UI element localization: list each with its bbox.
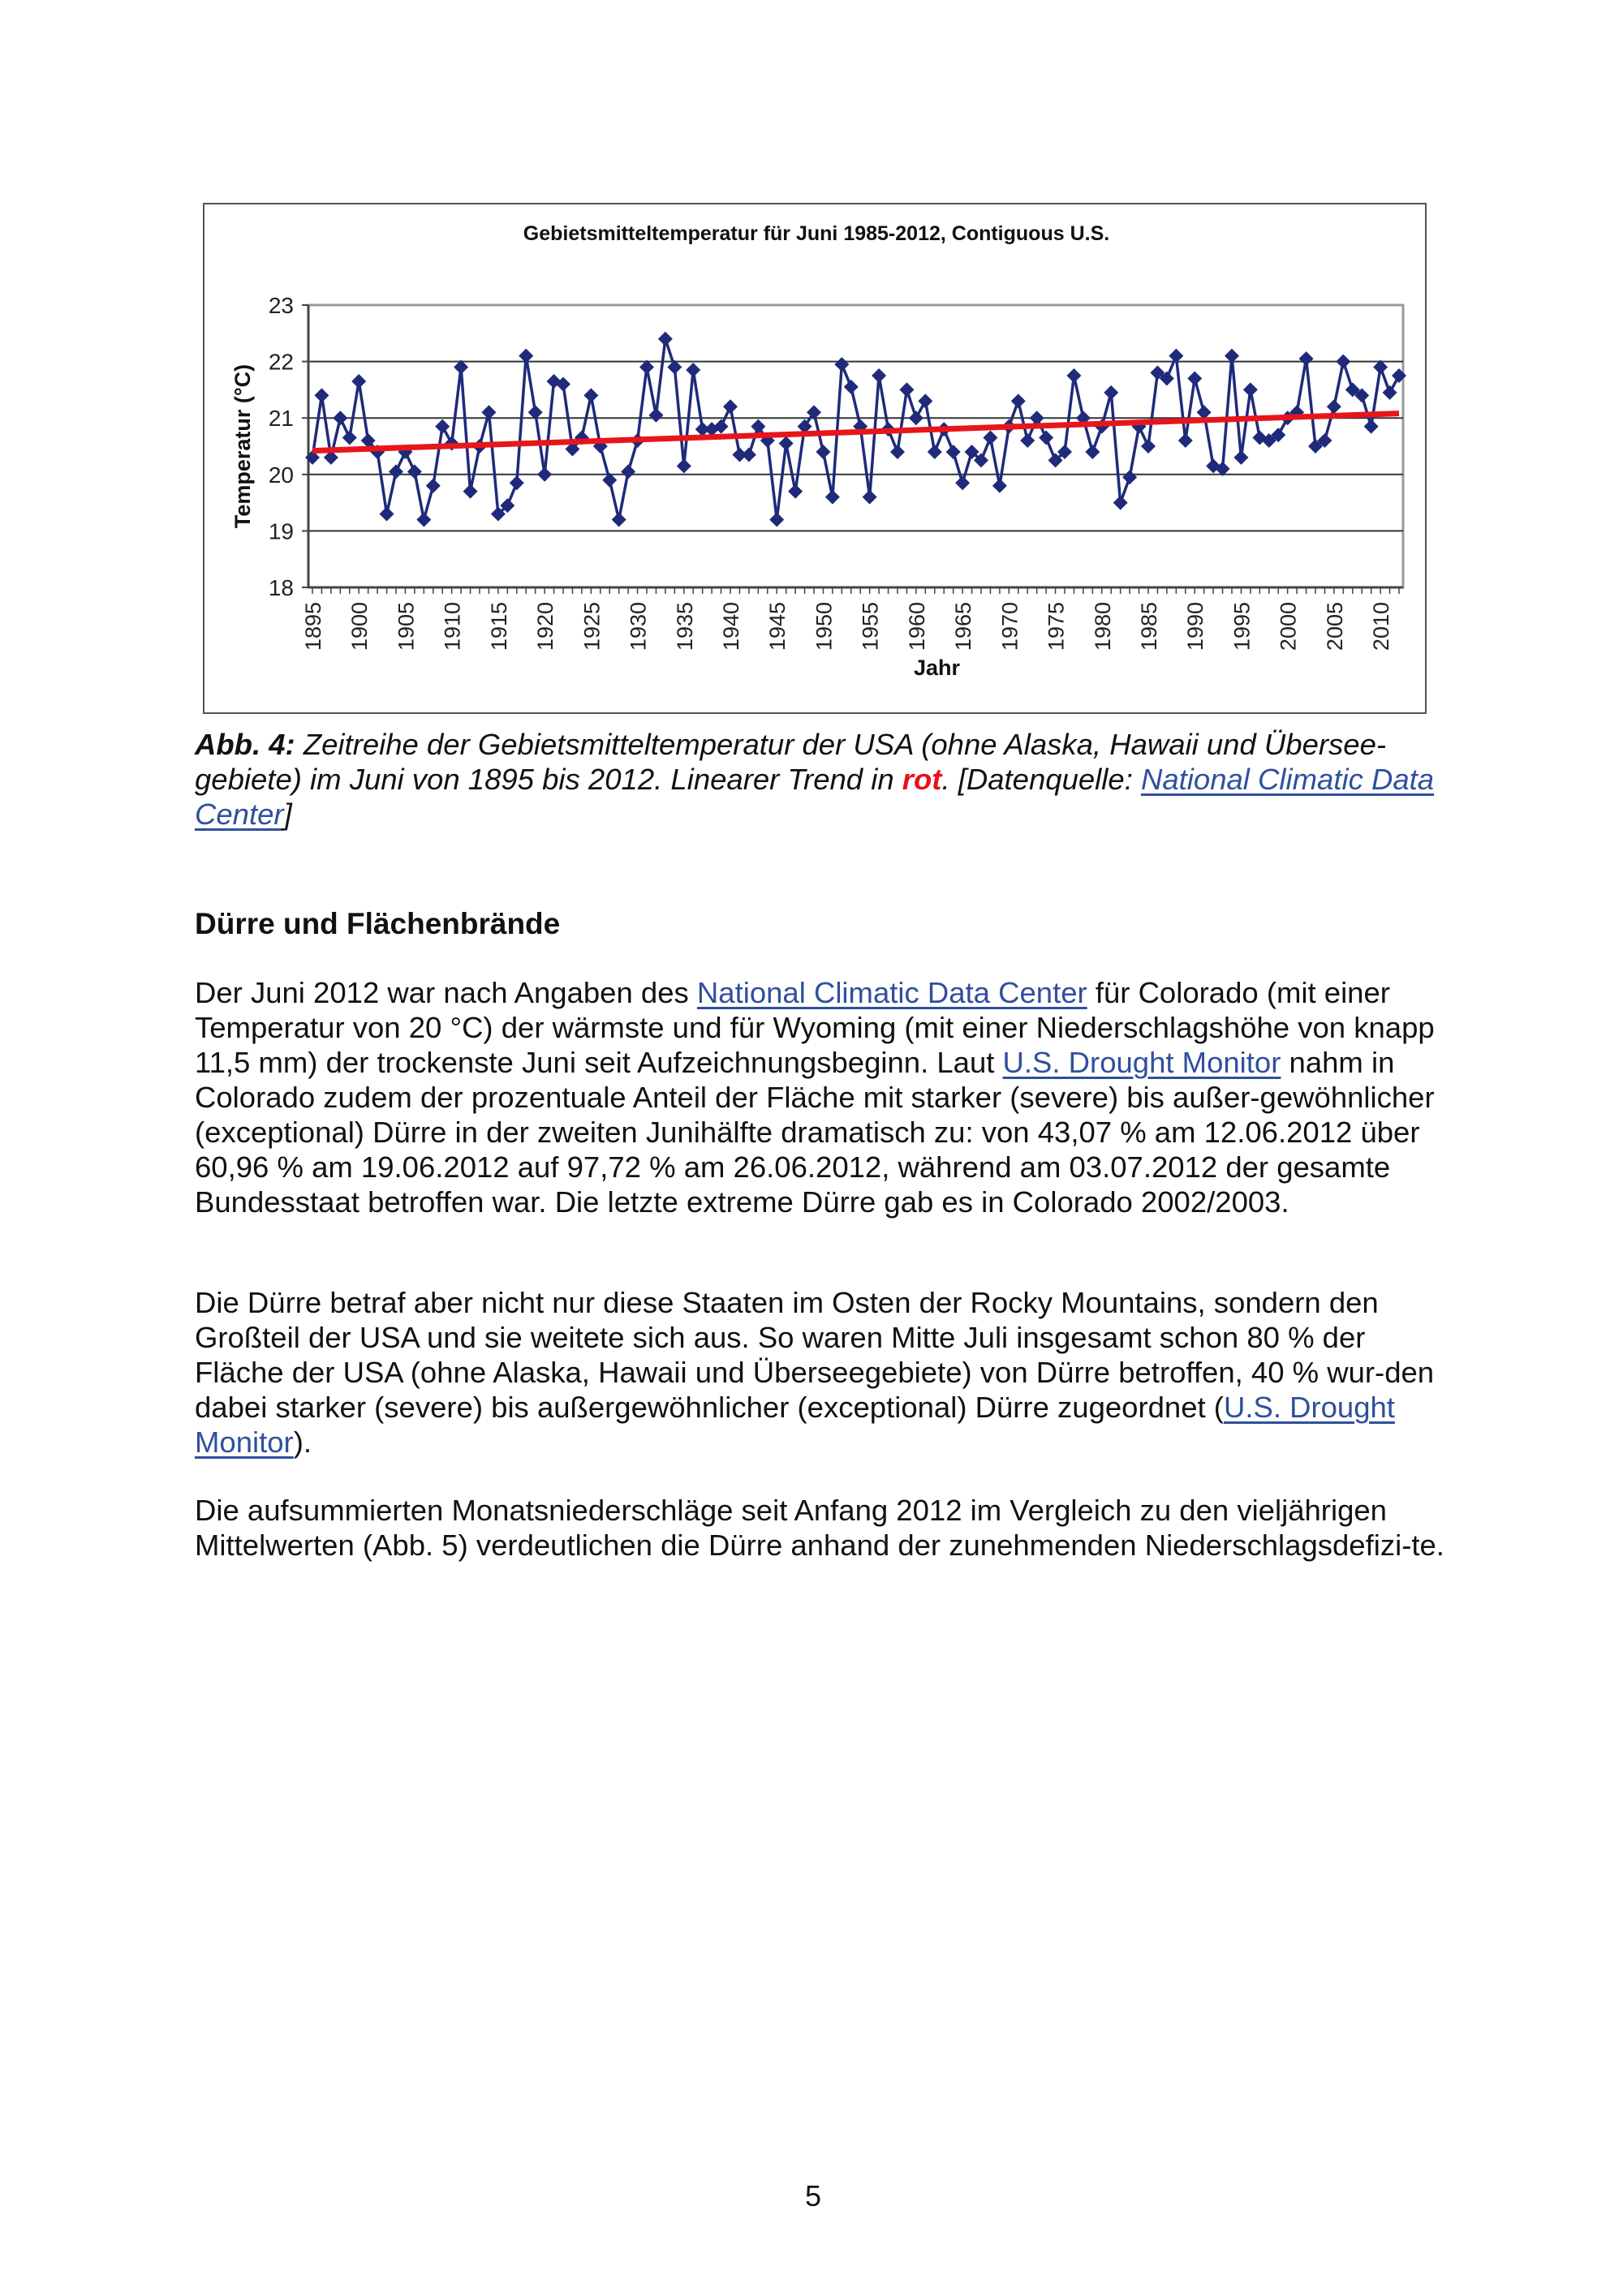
- y-tick-label: 22: [268, 349, 294, 375]
- x-tick-label: 1955: [858, 602, 883, 651]
- x-tick-label: 1900: [347, 602, 372, 651]
- y-axis-label: Temperatur (°C): [230, 363, 255, 529]
- x-tick-label: 1970: [997, 602, 1022, 651]
- x-tick-label: 1915: [486, 602, 511, 651]
- caption-red-word: rot: [902, 763, 942, 796]
- temperature-line-chart: [204, 204, 1428, 716]
- x-tick-label: 1945: [765, 602, 790, 651]
- x-tick-label: 2005: [1322, 602, 1347, 651]
- link-ncdc-caption[interactable]: National Climatic Data Center: [195, 763, 1435, 831]
- paragraph-text: ).: [293, 1425, 312, 1459]
- x-tick-label: 1940: [719, 602, 743, 651]
- page-number: 5: [805, 2179, 822, 2212]
- x-tick-label: 1975: [1044, 602, 1069, 651]
- chart-title: Gebietsmitteltemperatur für Juni 1985-2012, Contiguous U.S.: [523, 222, 1110, 245]
- y-tick-label: 20: [268, 462, 294, 488]
- x-tick-label: 1925: [579, 602, 605, 651]
- paragraph-text: Die aufsummierten Monatsniederschläge seit Anfang 2012 im Vergleich zu den vieljährigen Mittelwerten (Abb. 5) verdeutlichen die Dürre anhand der zunehmenden Niederschlagsdefizi-te.: [195, 1494, 1444, 1562]
- y-tick-label: 21: [268, 406, 294, 432]
- y-tick-label: 19: [268, 518, 294, 544]
- x-tick-label: 1905: [394, 602, 419, 651]
- paragraph-2: [195, 1285, 1444, 1460]
- link-drought-monitor[interactable]: U.S. Drought Monitor: [1002, 1046, 1281, 1079]
- x-tick-label: 1980: [1090, 602, 1115, 651]
- x-tick-label: 1965: [951, 602, 976, 651]
- x-tick-label: 2000: [1276, 602, 1301, 651]
- paragraph-text: Der Juni 2012 war nach Angaben des: [195, 976, 697, 1009]
- y-tick-label: 23: [268, 293, 294, 318]
- caption-label: Abb. 4:: [195, 728, 295, 761]
- figure-chart: [203, 203, 1427, 714]
- figure-caption: [195, 727, 1436, 832]
- x-tick-label: 1895: [301, 602, 325, 651]
- x-tick-label: 1990: [1183, 602, 1208, 651]
- x-tick-label: 1910: [440, 602, 465, 651]
- paragraph-text: nahm in Colorado zudem der prozentuale Anteil der Fläche mit starker (severe) bis außer-gewöhnlicher (exceptional) Dürre in der zweiten Junihälfte dramatisch zu: von 43,07 % am 12.06.2012 über 60,96 % am 19.06.2012 auf 97,72 % am 26.06.2012, während am 03.07.2012 der gesamte Bundesstaat betroffen war. Die letzte extreme Dürre gab es in Colorado 2002/2003.: [195, 1046, 1435, 1219]
- x-tick-label: 1985: [1137, 602, 1161, 651]
- x-tick-label: 2010: [1369, 602, 1394, 651]
- paragraph-text: Die Dürre betraf aber nicht nur diese Staaten im Osten der Rocky Mountains, sondern den Großteil der USA und sie weitete sich aus. So waren Mitte Juli insgesamt schon 80 % der Fläche der USA (ohne Alaska, Hawaii und Überseegebiete) von Dürre betroffen, 40 % wur-den dabei starker (severe) bis außergewöhnlicher (exceptional) Dürre zugeordnet (: [195, 1286, 1435, 1424]
- paragraph-1: [195, 975, 1444, 1219]
- x-tick-label: 1935: [672, 602, 697, 651]
- link-drought-monitor-2[interactable]: U.S. Drought Monitor: [195, 1391, 1395, 1459]
- x-tick-label: 1920: [533, 602, 558, 651]
- caption-text: Zeitreihe der Gebietsmitteltemperatur der USA (ohne Alaska, Hawaii und Übersee-gebiete) im Juni von 1895 bis 2012. Linearer Trend in: [195, 728, 1387, 796]
- y-tick-label: 18: [268, 575, 294, 600]
- x-tick-label: 1950: [812, 602, 837, 651]
- paragraph-3: [195, 1493, 1444, 1563]
- x-tick-label: 1930: [626, 602, 651, 651]
- x-axis-label: Jahr: [913, 656, 961, 680]
- link-ncdc[interactable]: National Climatic Data Center: [696, 976, 1087, 1009]
- x-tick-label: 1995: [1229, 602, 1255, 651]
- section-heading: Dürre und Flächenbrände: [195, 907, 561, 940]
- x-tick-label: 1960: [904, 602, 929, 651]
- caption-text-2: . [Datenquelle:: [941, 763, 1141, 796]
- caption-text-3: ]: [283, 798, 292, 831]
- paragraph-text: für Colorado (mit einer Temperatur von 20 °C) der wärmste und für Wyoming (mit einer Niederschlagshöhe von knapp 11,5 mm) der trockenste Juni seit Aufzeichnungsbeginn. Laut: [195, 976, 1435, 1079]
